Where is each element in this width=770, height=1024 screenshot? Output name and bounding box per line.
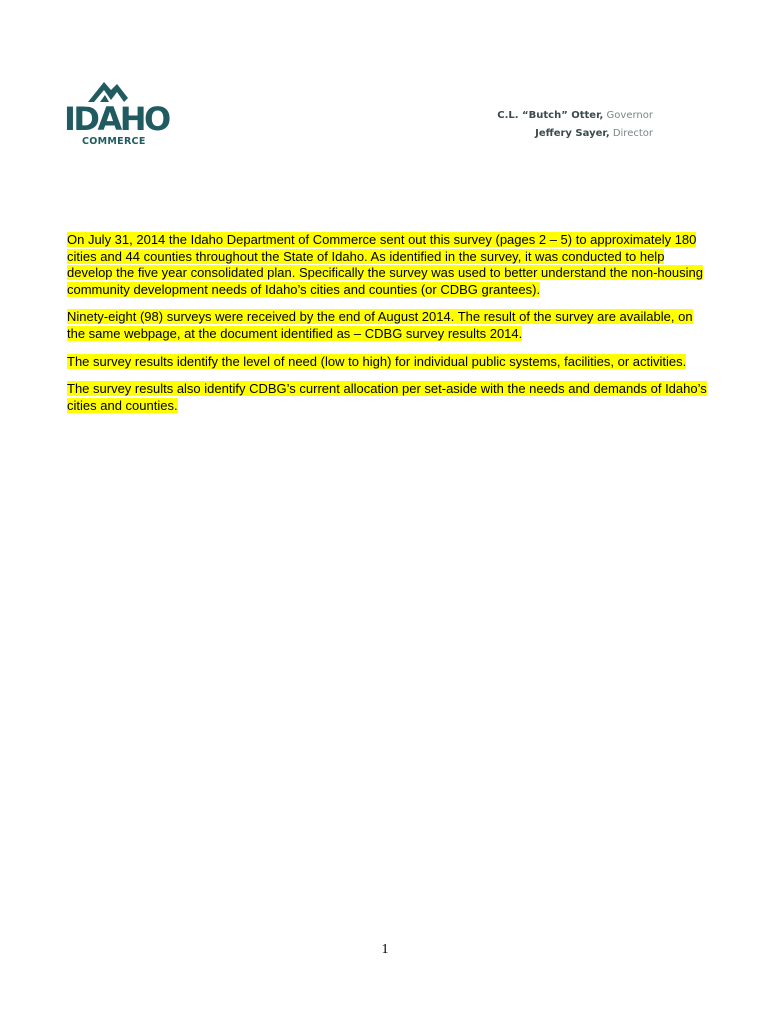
svg-text:IDAHO: IDAHO: [64, 100, 169, 138]
officials-block: [497, 107, 653, 143]
highlighted-text: The survey results also identify CDBG’s current allocation per set-aside with the needs and demands of Idaho’s cities and counties.: [67, 381, 707, 413]
governor-title: Governor: [606, 110, 653, 121]
governor-name: C.L. “Butch” Otter,: [497, 110, 604, 121]
paragraph: [67, 381, 707, 414]
director-line: [497, 125, 653, 143]
paragraph: [67, 232, 707, 298]
mountain-icon: [64, 78, 172, 148]
highlighted-text: The survey results identify the level of need (low to high) for individual public systems, facilities, or activities.: [67, 353, 687, 369]
paragraph: [67, 354, 707, 371]
director-name: Jeffery Sayer,: [535, 128, 610, 139]
governor-line: [497, 107, 653, 125]
director-title: Director: [612, 128, 653, 139]
highlighted-text: On July 31, 2014 the Idaho Department of Commerce sent out this survey (pages 2 – 5) to approximately 180 cities and 44 counties throughout the State of Idaho. As identified in the survey, it was conducted to help develop the five year consolidated plan. Specifically the survey was used to better understand the non-housing community development needs of Idaho’s cities and counties (or CDBG grantees).: [67, 232, 703, 297]
highlighted-text: Ninety-eight (98) surveys were received by the end of August 2014. The result of the survey are available, on the same webpage, at the document identified as – CDBG survey results 2014.: [67, 309, 693, 341]
idaho-commerce-logo: [64, 78, 172, 148]
page-number: 1: [381, 942, 389, 957]
paragraph: [67, 309, 707, 342]
svg-text:COMMERCE: COMMERCE: [82, 136, 146, 147]
document-body: [67, 232, 707, 425]
